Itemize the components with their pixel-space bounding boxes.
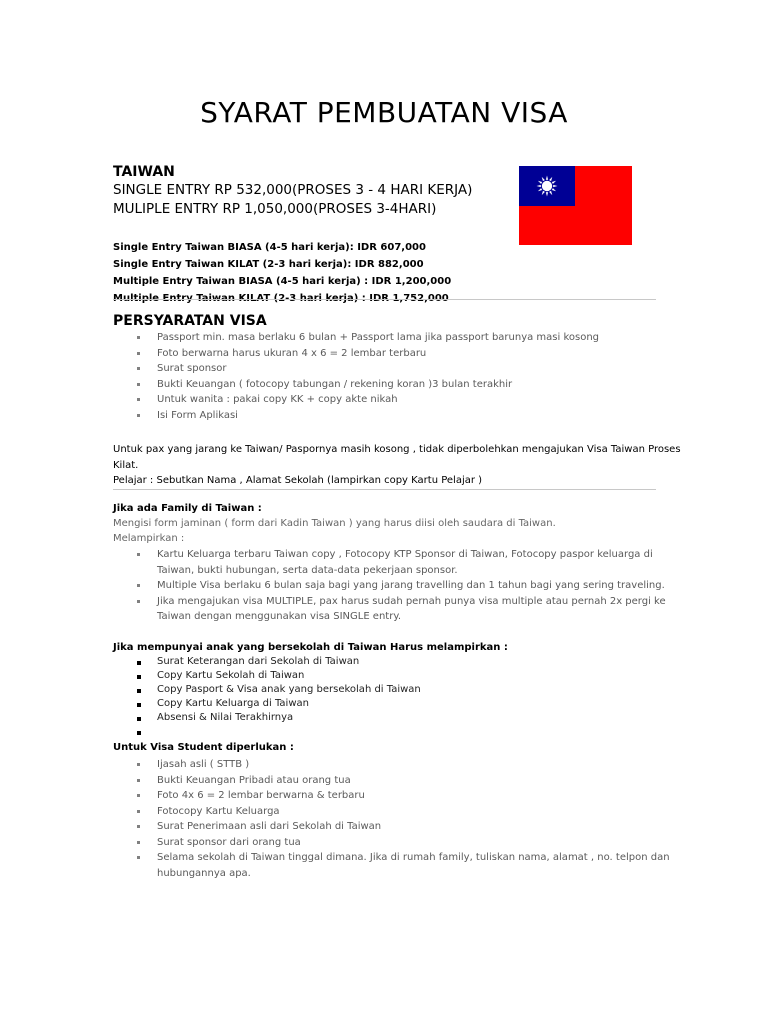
list-item-line: Bukti Keuangan Pribadi atau orang tua <box>157 774 351 786</box>
list-item <box>135 819 670 835</box>
anak-list <box>135 655 421 739</box>
flag-sun-disc <box>542 181 552 191</box>
list-item <box>135 757 670 773</box>
country-heading: TAIWAN <box>113 164 175 180</box>
list-item <box>135 804 670 820</box>
list-item <box>135 547 666 578</box>
persyaratan-list <box>135 330 599 423</box>
list-item <box>135 788 670 804</box>
student-list <box>135 757 670 881</box>
anak-heading: Jika mempunyai anak yang bersekolah di Taiwan Harus melampirkan : <box>113 642 508 653</box>
family-heading: Jika ada Family di Taiwan : <box>113 503 262 514</box>
family-attach-label: Melampirkan : <box>113 533 185 544</box>
price-item: Single Entry Taiwan BIASA (4-5 hari kerja): IDR 607,000 <box>113 242 426 253</box>
list-item: Foto berwarna harus ukuran 4 x 6 = 2 lembar terbaru <box>135 346 599 362</box>
list-item-line: Surat sponsor dari orang tua <box>157 836 301 848</box>
list-item: Passport min. masa berlaku 6 bulan + Passport lama jika passport barunya masi kosong <box>135 330 599 346</box>
list-item-line: Surat Penerimaan asli dari Sekolah di Taiwan <box>157 821 382 832</box>
price-list <box>113 239 451 307</box>
list-item: Copy Kartu Sekolah di Taiwan <box>135 669 421 683</box>
family-list <box>135 547 666 625</box>
page-title: SYARAT PEMBUATAN VISA <box>200 96 568 129</box>
list-item: Isi Form Aplikasi <box>135 408 599 424</box>
multiple-entry-price: MULIPLE ENTRY RP 1,050,000(PROSES 3-4HARI) <box>113 201 437 217</box>
list-item <box>135 835 670 851</box>
list-item: Copy Kartu Keluarga di Taiwan <box>135 697 421 711</box>
list-item-line: hubungannya apa. <box>157 867 251 879</box>
family-intro: Mengisi form jaminan ( form dari Kadin Taiwan ) yang harus diisi oleh saudara di Taiwan. <box>113 518 556 529</box>
persyaratan-heading: PERSYARATAN VISA <box>113 313 267 329</box>
list-item <box>135 594 666 625</box>
list-item: Absensi & Nilai Terakhirnya <box>135 711 421 725</box>
list-item-line: Kartu Keluarga terbaru Taiwan copy , Fotocopy KTP Sponsor di Taiwan, Fotocopy paspor keluarga di <box>157 549 653 560</box>
list-item: Surat sponsor <box>135 361 599 377</box>
divider <box>113 299 656 300</box>
list-item-line: Ijasah asli ( STTB ) <box>157 759 250 770</box>
list-item <box>135 850 670 881</box>
pelajar-note: Pelajar : Sebutkan Nama , Alamat Sekolah (lampirkan copy Kartu Pelajar ) <box>113 475 483 486</box>
list-item-line: Taiwan, bukti hubungan, serta data-data pekerjaan sponsor. <box>157 564 458 576</box>
list-item: Surat Keterangan dari Sekolah di Taiwan <box>135 655 421 669</box>
divider <box>113 489 656 490</box>
pax-note-line-1: Untuk pax yang jarang ke Taiwan/ Paspornya masih kosong , tidak diperbolehkan mengajukan Visa Taiwan Proses <box>113 444 681 455</box>
list-item: Bukti Keuangan ( fotocopy tabungan / rekening koran )3 bulan terakhir <box>135 377 599 393</box>
list-item <box>135 725 421 739</box>
price-item: Single Entry Taiwan KILAT (2-3 hari kerja): IDR 882,000 <box>113 259 424 270</box>
list-item <box>135 578 666 594</box>
list-item: Copy Pasport & Visa anak yang bersekolah di Taiwan <box>135 683 421 697</box>
list-item-line: Foto 4x 6 = 2 lembar berwarna & terbaru <box>157 790 365 801</box>
list-item-line: Selama sekolah di Taiwan tinggal dimana. Jika di rumah family, tuliskan nama, alamat , no. telpon dan <box>157 852 670 863</box>
list-item-line: Fotocopy Kartu Keluarga <box>157 805 280 817</box>
list-item <box>135 773 670 789</box>
list-item: Untuk wanita : pakai copy KK + copy akte nikah <box>135 392 599 408</box>
pax-note-line-2: Kilat. <box>113 460 139 471</box>
taiwan-flag-icon <box>519 166 632 245</box>
student-heading: Untuk Visa Student diperlukan : <box>113 742 294 753</box>
price-item: Multiple Entry Taiwan BIASA (4-5 hari kerja) : IDR 1,200,000 <box>113 276 452 287</box>
single-entry-price: SINGLE ENTRY RP 532,000(PROSES 3 - 4 HARI KERJA) <box>113 182 473 198</box>
list-item-line: Taiwan dengan menggunakan visa SINGLE entry. <box>157 611 402 622</box>
list-item-line: Multiple Visa berlaku 6 bulan saja bagi yang jarang travelling dan 1 tahun bagi yang sering traveling. <box>157 580 665 591</box>
list-item-line: Jika mengajukan visa MULTIPLE, pax harus sudah pernah punya visa multiple atau pernah 2x pergi ke <box>157 595 666 607</box>
